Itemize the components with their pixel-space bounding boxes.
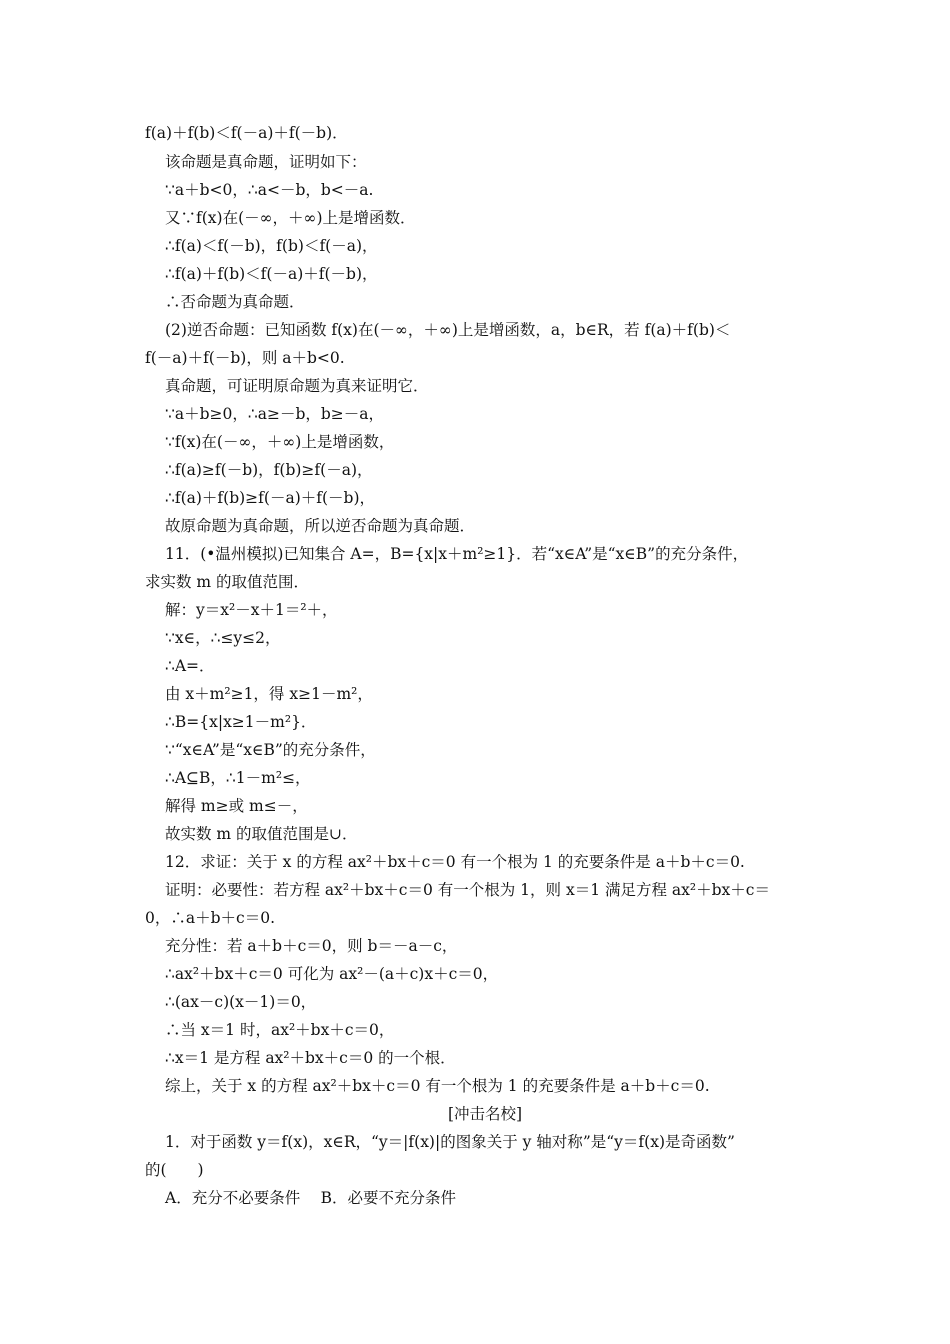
text-line: ∴ax²＋bx＋c＝0 可化为 ax²－(a＋c)x＋c＝0， — [165, 965, 499, 983]
section-heading: [冲击名校] — [447, 1105, 523, 1123]
text-line: ∴f(a)＋f(b)≥f(－a)＋f(－b)， — [165, 489, 375, 507]
text-line: ∴当 x＝1 时，ax²＋bx＋c＝0， — [165, 1021, 395, 1039]
text-line: 解：y＝x²－x＋1＝²＋， — [165, 601, 338, 619]
text-line: ∵“x∈A”是“x∈B”的充分条件， — [165, 741, 376, 759]
text-line: ∴B={x|x≥1－m²}． — [165, 713, 317, 731]
text-line: 解得 m≥或 m≤－， — [165, 797, 308, 815]
text-line: 0，∴a＋b＋c＝0. — [145, 909, 275, 927]
text-line: ∵a＋b<0，∴a<－b，b<－a. — [165, 181, 374, 199]
answer-options: A．充分不必要条件 B．必要不充分条件 — [165, 1189, 457, 1207]
text-line: ∴A⊆B，∴1－m²≤， — [165, 769, 311, 787]
text-line: f(－a)＋f(－b)，则 a＋b<0. — [145, 349, 345, 367]
text-line: 真命题，可证明原命题为真来证明它． — [165, 377, 429, 395]
text-line: 11．(•温州模拟)已知集合 A=，B={x|x＋m²≥1}．若“x∈A”是“x∈B”的充分条件， — [165, 545, 749, 563]
text-line: 求实数 m 的取值范围． — [145, 573, 310, 591]
text-line: ∴(ax－c)(x－1)＝0， — [165, 993, 317, 1011]
text-line: ∵x∈，∴≤y≤2， — [165, 629, 281, 647]
text-line: f(a)＋f(b)＜f(－a)＋f(－b)． — [145, 124, 348, 142]
text-line: 综上，关于 x 的方程 ax²＋bx＋c＝0 有一个根为 1 的充要条件是 a＋b＋c＝0. — [165, 1077, 710, 1095]
text-line: 1．对于函数 y＝f(x)，x∈R，“y＝|f(x)|的图象关于 y 轴对称”是“y＝f(x)是奇函数” — [165, 1133, 735, 1151]
text-line: 由 x＋m²≥1，得 x≥1－m²， — [165, 685, 373, 703]
text-line: 充分性：若 a＋b＋c＝0，则 b＝－a－c， — [165, 937, 458, 955]
text-line: 12．求证：关于 x 的方程 ax²＋bx＋c＝0 有一个根为 1 的充要条件是 a＋b＋c＝0. — [165, 853, 745, 871]
text-line: ∴A=． — [165, 657, 215, 675]
text-line: 故原命题为真命题，所以逆否命题为真命题． — [165, 517, 476, 535]
text-line: ∴f(a)≥f(－b)，f(b)≥f(－a)， — [165, 461, 373, 479]
text-line: 该命题是真命题，证明如下： — [165, 153, 367, 171]
text-line: 证明：必要性：若方程 ax²＋bx＋c＝0 有一个根为 1，则 x＝1 满足方程 ax²＋bx＋c＝ — [165, 881, 770, 899]
text-line: 又∵f(x)在(－∞，＋∞)上是增函数． — [165, 209, 416, 227]
text-line: ∴f(a)＋f(b)＜f(－a)＋f(－b)， — [165, 265, 378, 283]
text-line: ∴否命题为真命题． — [165, 293, 305, 311]
text-line: (2)逆否命题：已知函数 f(x)在(－∞，＋∞)上是增函数，a，b∈R，若 f(a)＋f(b)＜ — [165, 321, 731, 339]
text-line: ∴f(a)＜f(－b)，f(b)＜f(－a)， — [165, 237, 378, 255]
text-line: ∴x＝1 是方程 ax²＋bx＋c＝0 的一个根． — [165, 1049, 456, 1067]
text-line: ∵a＋b≥0，∴a≥－b，b≥－a， — [165, 405, 385, 423]
text-line: 故实数 m 的取值范围是∪． — [165, 825, 358, 843]
text-line: ∵f(x)在(－∞，＋∞)上是增函数， — [165, 433, 395, 451]
text-line: 的( ) — [145, 1161, 204, 1179]
